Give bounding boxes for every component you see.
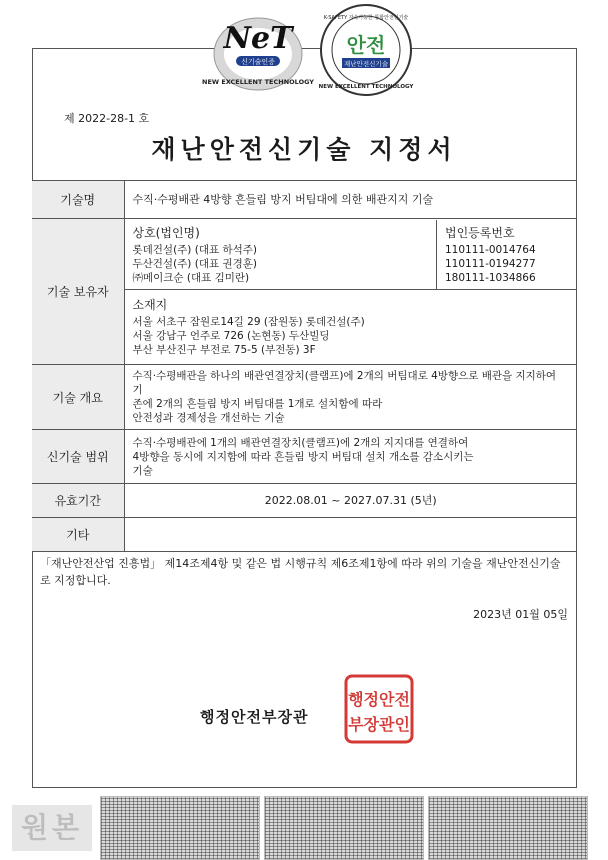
scope-line-1: 수직·수평배관에 1개의 배관연결장치(클램프)에 2개의 지지대를 연결하여 bbox=[132, 436, 469, 449]
svg-text:신기술인증: 신기술인증 bbox=[241, 58, 275, 66]
reg-number-2: 110111-0194277 bbox=[445, 258, 536, 270]
address-2: 서울 강남구 언주로 726 (논현동) 두산빌딩 bbox=[132, 330, 330, 342]
owner-cell bbox=[124, 219, 577, 365]
security-code-3 bbox=[428, 796, 588, 860]
owner-name-1: 롯데건설(주) (대표 하석주) bbox=[132, 244, 257, 256]
summary-line-2: 존에 2개의 흔들림 방지 버팀대를 1개로 설치함에 따라 bbox=[132, 398, 383, 410]
security-code-2 bbox=[264, 796, 424, 860]
owner-name-3: ㈜메이크순 (대표 김미란) bbox=[132, 272, 250, 284]
svg-text:안전: 안전 bbox=[346, 33, 386, 57]
owner-names bbox=[125, 220, 438, 289]
minister-name: 행정안전부장관 bbox=[200, 708, 309, 726]
svg-text:K-SAFETY 자속가능한 통합안전신기술: K-SAFETY 자속가능한 통합안전신기술 bbox=[323, 15, 409, 21]
address-1: 서울 서초구 잠원로14길 29 (잠원동) 롯데건설(주) bbox=[132, 316, 365, 328]
scope-label: 신기술 범위 bbox=[32, 430, 124, 484]
summary-label: 기술 개요 bbox=[32, 365, 124, 430]
row-validity bbox=[32, 484, 577, 518]
row-etc bbox=[32, 518, 577, 552]
decree-line-2: 로 지정합니다. bbox=[40, 574, 111, 587]
owner-addresses bbox=[125, 289, 578, 363]
svg-text:NeT: NeT bbox=[223, 21, 293, 56]
svg-text:부장관인: 부장관인 bbox=[348, 715, 410, 734]
document-title: 재난안전신기술 지정서 bbox=[151, 135, 457, 164]
svg-text:NEW EXCELLENT TECHNOLOGY: NEW EXCELLENT TECHNOLOGY bbox=[318, 84, 414, 90]
certificate-table bbox=[32, 180, 577, 552]
tech-name-label: 기술명 bbox=[32, 181, 124, 219]
summary-value bbox=[124, 365, 577, 430]
ansi-logo-icon bbox=[318, 2, 414, 98]
document-number: 제 2022-28-1 호 bbox=[64, 112, 150, 125]
scope-line-3: 기술 bbox=[132, 464, 153, 477]
original-copy-mark: 원본 bbox=[12, 805, 92, 851]
official-seal-icon bbox=[344, 674, 414, 744]
reg-head: 법인등록번호 bbox=[445, 226, 515, 240]
reg-number-3: 180111-1034866 bbox=[445, 272, 536, 284]
row-scope bbox=[32, 430, 577, 484]
tech-name-value: 수직·수평배관 4방향 흔들림 방지 버팀대에 의한 배관지지 기술 bbox=[124, 181, 577, 219]
address-3: 부산 부산진구 부전로 75-5 (부전동) 3F bbox=[132, 344, 316, 356]
owner-reg-numbers bbox=[437, 220, 577, 289]
owner-name-2: 두산건설(주) (대표 권경훈) bbox=[132, 258, 257, 270]
svg-text:NEW EXCELLENT TECHNOLOGY: NEW EXCELLENT TECHNOLOGY bbox=[202, 78, 314, 86]
row-owner bbox=[32, 219, 577, 365]
security-code-1 bbox=[100, 796, 260, 860]
etc-value bbox=[124, 518, 577, 552]
header-logos bbox=[0, 0, 608, 100]
net-logo-icon bbox=[202, 4, 314, 94]
summary-line-1: 수직·수평배관을 하나의 배관연결장치(클램프)에 2개의 버팀대로 4방향으로 배관을 지지하여 기 bbox=[132, 370, 557, 396]
decree-text bbox=[40, 555, 570, 589]
row-summary bbox=[32, 365, 577, 430]
reg-number-1: 110111-0014764 bbox=[445, 244, 536, 256]
scope-value bbox=[124, 430, 577, 484]
svg-text:재난안전신기술: 재난안전신기술 bbox=[344, 60, 388, 68]
svg-text:행정안전: 행정안전 bbox=[348, 690, 410, 709]
address-head: 소재지 bbox=[132, 298, 168, 312]
owner-label: 기술 보유자 bbox=[32, 219, 124, 365]
etc-label: 기타 bbox=[32, 518, 124, 552]
owner-head: 상호(법인명) bbox=[132, 226, 200, 240]
issue-date: 2023년 01월 05일 bbox=[473, 608, 568, 621]
row-tech-name bbox=[32, 181, 577, 219]
validity-value: 2022.08.01 ~ 2027.07.31 (5년) bbox=[124, 484, 577, 518]
validity-label: 유효기간 bbox=[32, 484, 124, 518]
decree-line-1: 「재난안전산업 진흥법」 제14조제4항 및 같은 법 시행규칙 제6조제1항에 따라 위의 기술을 재난안전신기술 bbox=[40, 557, 561, 570]
summary-line-3: 안전성과 경제성을 개선하는 기술 bbox=[132, 412, 285, 424]
scope-line-2: 4방향을 동시에 지지함에 따라 흔들림 방지 버팀대 설치 개소를 감소시키는 bbox=[132, 450, 474, 463]
